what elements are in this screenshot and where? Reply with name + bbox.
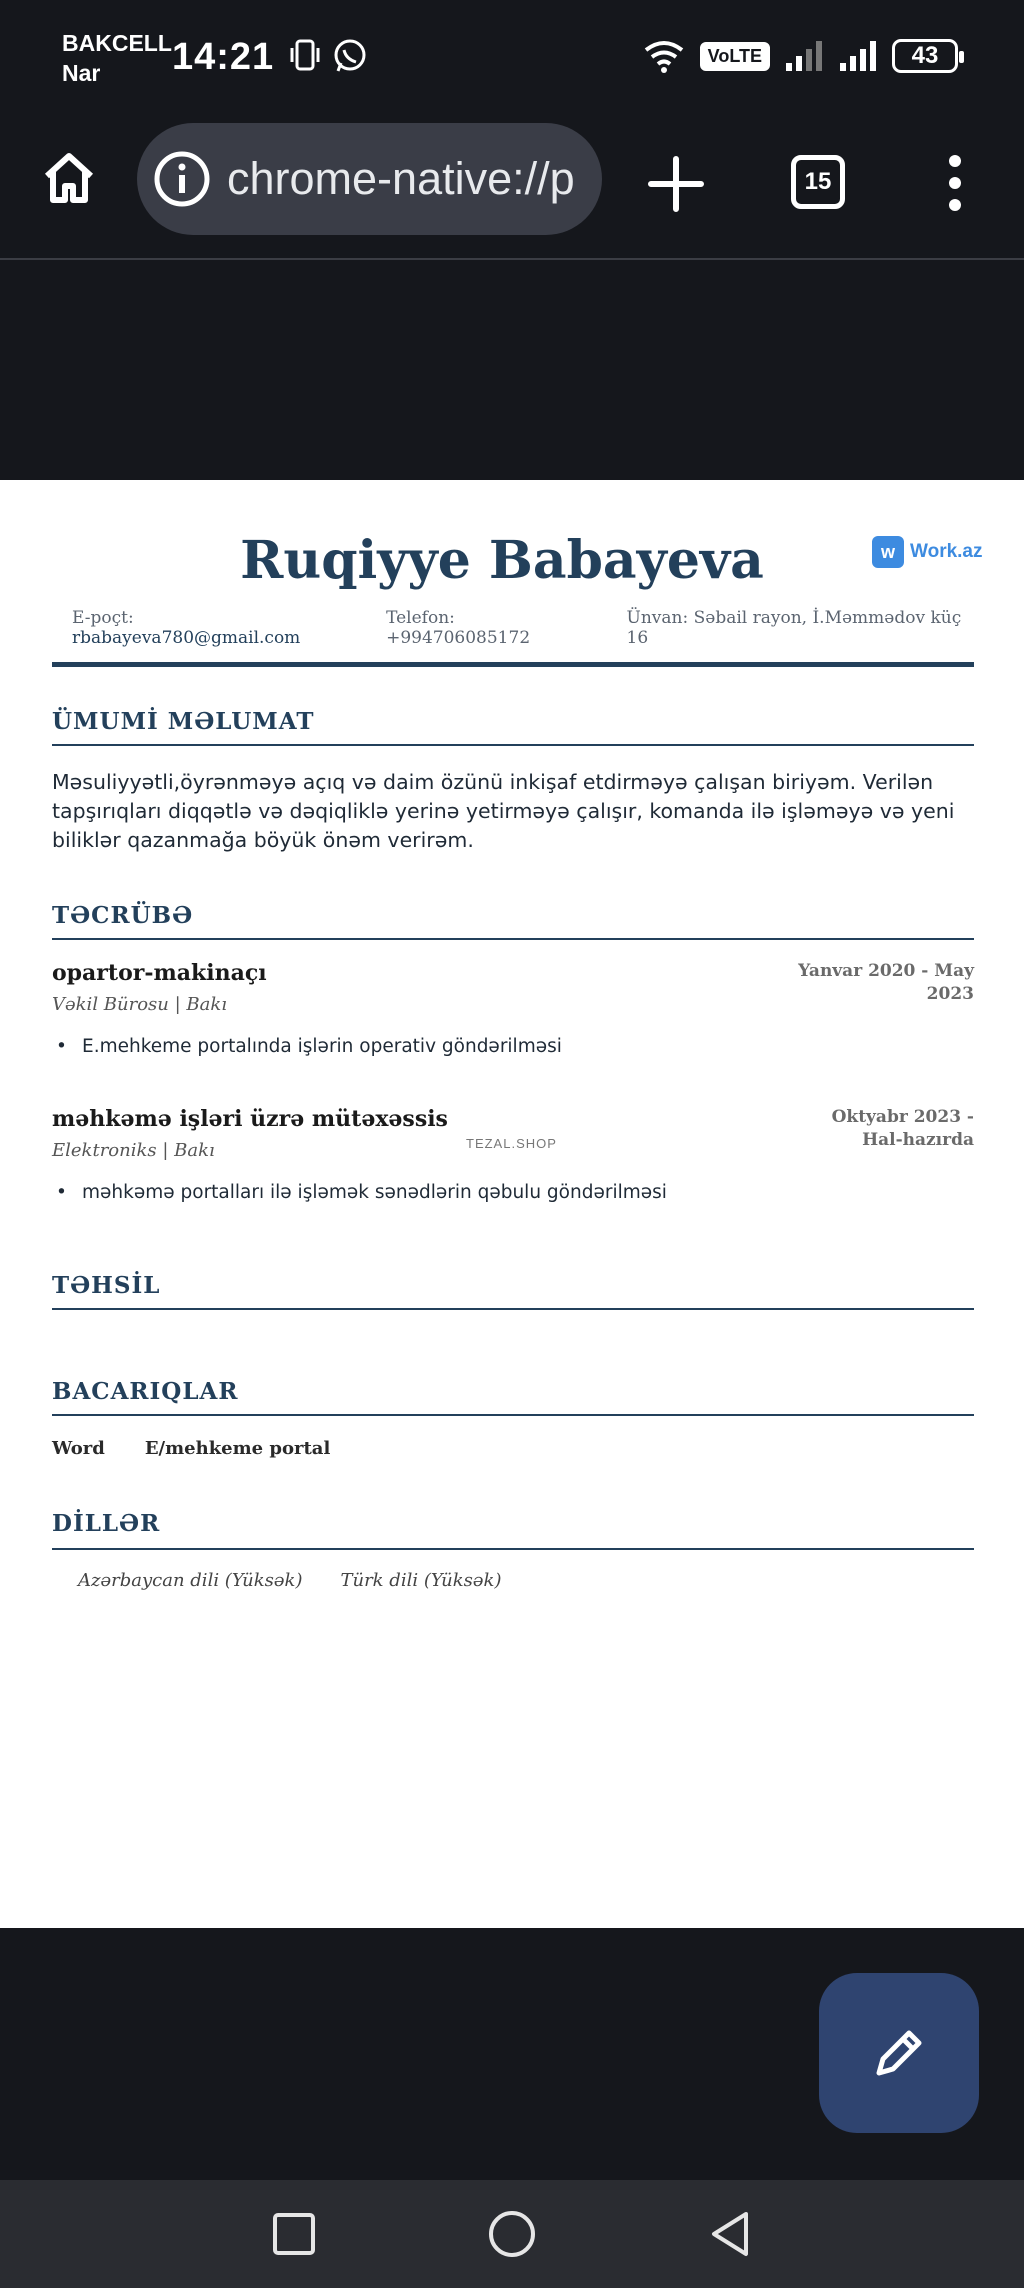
header-divider bbox=[52, 662, 974, 667]
wifi-icon bbox=[642, 38, 686, 74]
languages-list bbox=[78, 1570, 501, 1591]
watermark: TEZAL.SHOP bbox=[466, 1136, 557, 1151]
language-item: Azərbaycan dili (Yüksək) bbox=[78, 1570, 303, 1591]
summary-heading: ÜMUMİ MƏLUMAT bbox=[52, 708, 315, 735]
experience-divider bbox=[52, 938, 974, 940]
clock: 14:21 bbox=[172, 36, 275, 78]
languages-divider bbox=[52, 1548, 974, 1550]
languages-heading: DİLLƏR bbox=[52, 1510, 161, 1537]
tab-switcher-button[interactable]: 15 bbox=[791, 155, 845, 209]
summary-divider bbox=[52, 744, 974, 746]
address-bar[interactable] bbox=[137, 123, 602, 235]
home-nav-button[interactable] bbox=[486, 2208, 538, 2260]
notification-icons bbox=[288, 38, 368, 74]
skills-list bbox=[52, 1438, 330, 1459]
signal-sim1-icon bbox=[784, 39, 824, 73]
carrier-line2: Nar bbox=[62, 60, 101, 86]
job-1-company: Vəkil Bürosu | Bakı bbox=[52, 994, 228, 1015]
carrier-label bbox=[62, 28, 172, 88]
brand-logo bbox=[872, 536, 983, 568]
job-2-bullet: • məhkəmə portalları ilə işləmək sənədlərin qəbulu göndərilməsi bbox=[52, 1182, 667, 1203]
skills-heading: BACARIQLAR bbox=[52, 1378, 239, 1405]
phone-value[interactable]: +994706085172 bbox=[386, 628, 531, 648]
address-value: Səbail rayon, İ.Məmmədov küç 16 bbox=[626, 608, 962, 648]
contact-phone bbox=[386, 608, 594, 648]
edit-fab-button[interactable] bbox=[819, 1973, 979, 2133]
resume-document bbox=[0, 480, 1024, 1928]
carrier-line1: BAKCELL bbox=[62, 30, 172, 56]
address-label: Ünvan: bbox=[626, 608, 689, 628]
email-value[interactable]: rbabayeva780@gmail.com bbox=[72, 628, 301, 648]
job-2-date: Oktyabr 2023 - Hal-hazırda bbox=[831, 1107, 974, 1150]
job-1-title: opartor-makinaçı bbox=[52, 960, 267, 986]
experience-heading: TƏCRÜBƏ bbox=[52, 902, 194, 929]
job-1-date: Yanvar 2020 - May 2023 bbox=[798, 961, 974, 1004]
contact-address bbox=[627, 608, 973, 648]
volte-badge: VoLTE bbox=[700, 42, 770, 71]
battery-indicator: 43 bbox=[892, 39, 958, 73]
job-2-company: Elektroniks | Bakı bbox=[52, 1140, 215, 1161]
resume-name: Ruqiyye Babayeva bbox=[240, 530, 764, 591]
job-2-title: məhkəmə işləri üzrə mütəxəssis bbox=[52, 1106, 448, 1132]
whatsapp-icon bbox=[332, 38, 368, 74]
contact-line bbox=[72, 608, 972, 648]
brand-text: Work.az bbox=[910, 541, 983, 562]
education-divider bbox=[52, 1308, 974, 1310]
phone-label: Telefon: bbox=[386, 608, 455, 628]
more-menu-button[interactable] bbox=[940, 151, 970, 215]
home-icon bbox=[41, 150, 97, 206]
vibrate-icon bbox=[288, 38, 322, 72]
back-button[interactable] bbox=[704, 2208, 756, 2260]
info-icon[interactable] bbox=[153, 150, 211, 208]
url-text[interactable]: chrome-native://p bbox=[227, 153, 575, 204]
new-tab-button[interactable] bbox=[643, 151, 709, 217]
signal-sim2-icon bbox=[838, 39, 878, 73]
job-1-bullet: • E.mehkeme portalında işlərin operativ göndərilməsi bbox=[52, 1036, 562, 1057]
summary-text: Məsuliyyətli,öyrənməyə açıq və daim özünü inkişaf etdirməyə çalışan biriyəm. Verilən tapşırıqları diqqətlə və dəqiqliklə yerinə yetirməyə çalışır, komanda ilə işləməyə və yeni biliklər qazanmağa böyük önəm verirəm. bbox=[52, 770, 955, 852]
recents-button[interactable] bbox=[268, 2208, 320, 2260]
education-heading: TƏHSİL bbox=[52, 1272, 161, 1299]
workaz-logo-icon: w bbox=[872, 536, 904, 568]
browser-toolbar bbox=[0, 115, 1024, 260]
skill-item: Word bbox=[52, 1438, 105, 1459]
pencil-icon bbox=[869, 2023, 929, 2083]
contact-email bbox=[72, 608, 354, 648]
home-button[interactable] bbox=[38, 147, 100, 209]
language-item: Türk dili (Yüksək) bbox=[340, 1570, 502, 1591]
skill-item: E/mehkeme portal bbox=[144, 1438, 331, 1459]
skills-divider bbox=[52, 1414, 974, 1416]
status-bar bbox=[0, 0, 1024, 115]
email-label: E-poçt: bbox=[72, 608, 134, 628]
system-nav-bar bbox=[0, 2180, 1024, 2288]
system-icons bbox=[642, 38, 958, 74]
